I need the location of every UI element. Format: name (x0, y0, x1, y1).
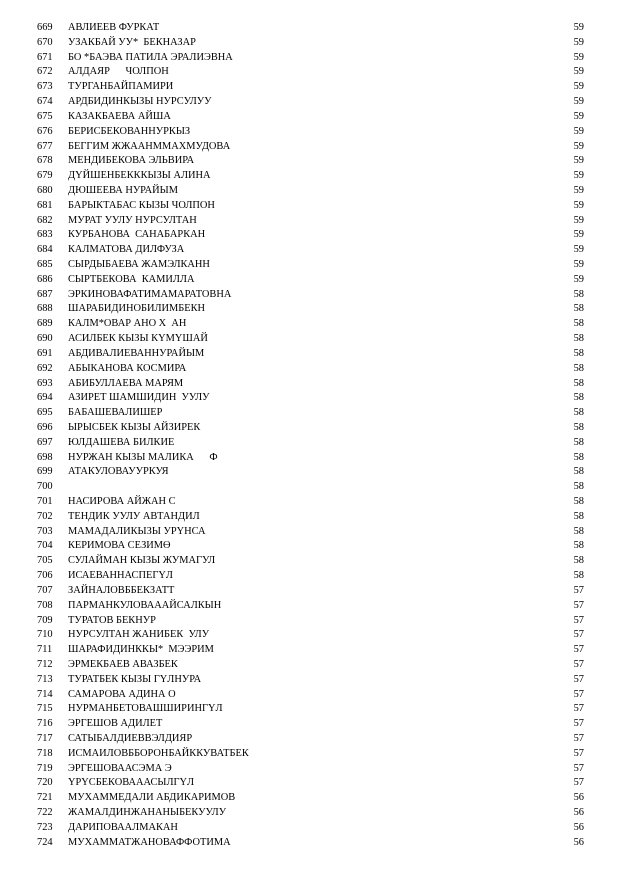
row-number: 696 (37, 421, 53, 433)
row-number: 723 (37, 821, 53, 833)
student-name: ТУРАТОВ БЕКНУР (68, 614, 156, 626)
score-value: 57 (573, 658, 584, 670)
list-item (0, 465, 619, 480)
score-value: 58 (573, 333, 584, 345)
score-value: 58 (573, 303, 584, 315)
list-item (0, 110, 619, 125)
student-name: СУЛАЙМАН КЫЗЫ ЖУМАГУЛ (68, 555, 216, 567)
student-name: ШАРАБИДИНОБИЛИМБЕКН (68, 303, 206, 315)
score-value: 59 (573, 96, 584, 108)
row-number: 697 (37, 436, 53, 448)
list-item (0, 154, 619, 169)
list-item (0, 525, 619, 540)
row-number: 679 (37, 170, 53, 182)
row-number: 719 (37, 762, 53, 774)
list-item (0, 643, 619, 658)
student-name: НУРЖАН КЫЗЫ МАЛИКА Ф (68, 451, 218, 463)
list-item (0, 199, 619, 214)
score-value: 57 (573, 584, 584, 596)
row-number: 709 (37, 614, 53, 626)
row-number: 677 (37, 140, 53, 152)
row-number: 669 (37, 22, 53, 33)
row-number: 701 (37, 496, 53, 507)
list-item (0, 125, 619, 140)
score-value: 57 (573, 777, 584, 789)
row-number: 704 (37, 540, 53, 552)
score-value: 57 (573, 718, 584, 730)
row-number: 675 (37, 110, 53, 122)
score-value: 59 (573, 22, 584, 33)
list-item (0, 258, 619, 273)
list-item (0, 495, 619, 510)
list-item (0, 584, 619, 599)
student-name: САМАРОВА АДИНА О (68, 688, 176, 700)
student-name: БЕГГИМ ЖЖААНММАХМУДОВА (68, 140, 231, 152)
row-number: 684 (37, 244, 53, 256)
student-name: АТАКУЛОВАУУРКУЯ (68, 466, 169, 478)
list-item (0, 140, 619, 155)
student-name: ЖАМАЛДИНЖАНАНЫБЕКУУЛУ (68, 807, 227, 819)
score-value: 58 (573, 318, 584, 330)
student-name: ДАРИПОВААЛМАКАН (68, 821, 178, 833)
row-number: 721 (37, 792, 53, 804)
list-item (0, 243, 619, 258)
student-name: УЗАКБАЙ УУ* БЕКНАЗАР (68, 36, 196, 48)
ranking-list (0, 21, 619, 851)
list-item (0, 717, 619, 732)
student-name: ЮЛДАШЕВА БИЛКИЕ (68, 436, 175, 448)
score-value: 58 (573, 555, 584, 567)
student-name: ЗАЙНАЛОВББЕКЗАТТ (68, 584, 175, 596)
student-name: ҮРҮСБЕКОВАААСЫЛГҮЛ (68, 777, 195, 789)
row-number: 705 (37, 555, 53, 567)
score-value: 57 (573, 614, 584, 626)
list-item (0, 539, 619, 554)
list-item (0, 599, 619, 614)
row-number: 695 (37, 407, 53, 419)
row-number: 689 (37, 318, 53, 330)
student-name: МАМАДАЛИКЫЗЫ УРҮНСА (68, 525, 206, 537)
score-value: 59 (573, 199, 584, 211)
list-item (0, 169, 619, 184)
score-value: 57 (573, 688, 584, 700)
row-number: 694 (37, 392, 53, 404)
student-name: ТУРГАНБАЙПАМИРИ (68, 81, 174, 93)
student-name: САТЫБАЛДИЕВВЭЛДИЯР (68, 733, 193, 744)
row-number: 718 (37, 747, 53, 759)
student-name: ИСАЕВАННАСПЕГҮЛ (68, 570, 173, 582)
score-value: 58 (573, 525, 584, 537)
score-value: 56 (573, 821, 584, 833)
list-item (0, 836, 619, 851)
list-item (0, 228, 619, 243)
list-item (0, 628, 619, 643)
score-value: 58 (573, 540, 584, 552)
score-value: 59 (573, 81, 584, 93)
score-value: 59 (573, 66, 584, 78)
student-name: НАСИРОВА АЙЖАН С (68, 496, 176, 507)
student-name: КАЗАКБАЕВА АЙША (68, 110, 171, 122)
student-name: БО *БАЭВА ПАТИЛА ЭРАЛИЭВНА (68, 51, 233, 63)
list-item (0, 317, 619, 332)
list-item (0, 95, 619, 110)
score-value: 56 (573, 836, 584, 848)
row-number: 671 (37, 51, 53, 63)
list-item (0, 806, 619, 821)
student-name: АБДИВАЛИЕВАННУРАЙЫМ (68, 347, 205, 359)
student-name: СЫРДЫБАЕВА ЖАМЭЛКАНН (68, 259, 210, 270)
list-item (0, 436, 619, 451)
row-number: 703 (37, 525, 53, 537)
score-value: 58 (573, 347, 584, 359)
score-value: 59 (573, 155, 584, 167)
score-value: 58 (573, 466, 584, 478)
list-item (0, 762, 619, 777)
list-item (0, 377, 619, 392)
row-number: 715 (37, 703, 53, 715)
student-name: АБЫКАНОВА КОСМИРА (68, 362, 187, 374)
list-item (0, 421, 619, 436)
row-number: 712 (37, 658, 53, 670)
score-value: 57 (573, 599, 584, 611)
row-number: 688 (37, 303, 53, 315)
list-item (0, 21, 619, 36)
student-name: ЭРГЕШОВААСЭМА Э (68, 762, 172, 774)
student-name: КАЛМ*ОВАР АНО Х АН (68, 318, 187, 330)
student-name: ЫРЫСБЕК КЫЗЫ АЙЗИРЕК (68, 421, 201, 433)
row-number: 672 (37, 66, 53, 78)
list-item (0, 451, 619, 466)
student-name: ИСМАИЛОВББОРОНБАЙККУВАТБЕК (68, 747, 249, 759)
row-number: 683 (37, 229, 53, 241)
score-value: 57 (573, 762, 584, 774)
score-value: 58 (573, 421, 584, 433)
score-value: 58 (573, 436, 584, 448)
student-name: ЭРГЕШОВ АДИЛЕТ (68, 718, 163, 730)
row-number: 673 (37, 81, 53, 93)
row-number: 702 (37, 510, 53, 522)
student-name: АВЛИЕЕВ ФУРКАТ (68, 22, 160, 33)
student-name: ПАРМАНКУЛОВАААЙСАЛКЫН (68, 599, 222, 611)
row-number: 713 (37, 673, 53, 685)
score-value: 59 (573, 36, 584, 48)
student-name: МУРАТ УУЛУ НУРСУЛТАН (68, 214, 197, 226)
list-item (0, 347, 619, 362)
score-value: 58 (573, 392, 584, 404)
student-name: НУРСУЛТАН ЖАНИБЕК УЛУ (68, 629, 210, 641)
student-name: МУХАММАТЖАНОВАФФОТИМА (68, 836, 231, 848)
list-item (0, 732, 619, 747)
score-value: 58 (573, 496, 584, 507)
list-item (0, 776, 619, 791)
list-item (0, 332, 619, 347)
list-item (0, 702, 619, 717)
list-item (0, 214, 619, 229)
score-value: 59 (573, 140, 584, 152)
student-name: ТЕНДИК УУЛУ АВТАНДИЛ (68, 510, 200, 522)
score-value: 59 (573, 125, 584, 137)
student-name: ШАРАФИДИНККЫ* МЭЭРИМ (68, 644, 214, 656)
list-item (0, 821, 619, 836)
score-value: 59 (573, 259, 584, 270)
student-name: МЕНДИБЕКОВА ЭЛЬВИРА (68, 155, 195, 167)
row-number: 680 (37, 184, 53, 196)
row-number: 716 (37, 718, 53, 730)
row-number: 706 (37, 570, 53, 582)
student-name: ТУРАТБЕК КЫЗЫ ГҮЛНУРА (68, 673, 202, 685)
score-value: 58 (573, 510, 584, 522)
score-value: 58 (573, 362, 584, 374)
row-number: 707 (37, 584, 53, 596)
row-number: 678 (37, 155, 53, 167)
list-item (0, 51, 619, 66)
list-item (0, 65, 619, 80)
score-value: 57 (573, 747, 584, 759)
score-value: 56 (573, 792, 584, 804)
student-name: АБИБУЛЛАЕВА МАРЯМ (68, 377, 184, 389)
student-name: КЕРИМОВА СЕЗИМӨ (68, 540, 171, 552)
list-item (0, 80, 619, 95)
row-number: 698 (37, 451, 53, 463)
row-number: 720 (37, 777, 53, 789)
row-number: 686 (37, 273, 53, 285)
student-name: КАЛМАТОВА ДИЛФУЗА (68, 244, 185, 256)
list-item (0, 554, 619, 569)
student-name: ЭРКИНОВАФАТИМАМАРАТОВНА (68, 288, 232, 300)
student-name: СЫРТБЕКОВА КАМИЛЛА (68, 273, 195, 285)
row-number: 674 (37, 96, 53, 108)
score-value: 57 (573, 644, 584, 656)
score-value: 59 (573, 244, 584, 256)
list-item (0, 791, 619, 806)
row-number: 699 (37, 466, 53, 478)
list-item (0, 658, 619, 673)
student-name: АЗИРЕТ ШАМШИДИН УУЛУ (68, 392, 210, 404)
score-value: 59 (573, 51, 584, 63)
score-value: 59 (573, 170, 584, 182)
student-name: БАРЫКТАБАС КЫЗЫ ЧОЛПОН (68, 199, 215, 211)
list-item (0, 480, 619, 495)
list-item (0, 36, 619, 51)
student-name: ДҮЙШЕНБЕКККЫЗЫ АЛИНА (68, 170, 211, 182)
row-number: 681 (37, 199, 53, 211)
student-name: БАБАШЕВАЛИШЕР (68, 407, 163, 419)
row-number: 692 (37, 362, 53, 374)
list-item (0, 406, 619, 421)
row-number: 722 (37, 807, 53, 819)
row-number: 714 (37, 688, 53, 700)
row-number: 687 (37, 288, 53, 300)
score-value: 59 (573, 184, 584, 196)
student-name: МУХАММЕДАЛИ АБДИКАРИМОВ (68, 792, 236, 804)
row-number: 717 (37, 733, 53, 744)
row-number: 710 (37, 629, 53, 641)
row-number: 708 (37, 599, 53, 611)
score-value: 57 (573, 733, 584, 744)
score-value: 58 (573, 377, 584, 389)
score-value: 59 (573, 229, 584, 241)
list-item (0, 569, 619, 584)
list-item (0, 302, 619, 317)
score-value: 57 (573, 673, 584, 685)
list-item (0, 673, 619, 688)
score-value: 58 (573, 288, 584, 300)
list-item (0, 510, 619, 525)
score-value: 59 (573, 110, 584, 122)
list-item (0, 391, 619, 406)
student-name: НУРМАНБЕТОВАШШИРИНГҮЛ (68, 703, 223, 715)
student-name: БЕРИСБЕКОВАННУРКЫЗ (68, 125, 191, 137)
row-number: 700 (37, 481, 53, 493)
score-value: 58 (573, 481, 584, 493)
list-item (0, 688, 619, 703)
score-value: 57 (573, 703, 584, 715)
score-value: 58 (573, 451, 584, 463)
row-number: 691 (37, 347, 53, 359)
score-value: 59 (573, 214, 584, 226)
student-name: АСИЛБЕК КЫЗЫ КҮМҮШАЙ (68, 333, 208, 345)
student-name: ЭРМЕКБАЕВ АВАЗБЕК (68, 658, 178, 670)
score-value: 58 (573, 570, 584, 582)
student-name: АРДБИДИНКЫЗЫ НУРСУЛУУ (68, 96, 212, 108)
score-value: 59 (573, 273, 584, 285)
student-name: ДЮШЕЕВА НУРАЙЫМ (68, 184, 178, 196)
row-number: 685 (37, 259, 53, 270)
row-number: 693 (37, 377, 53, 389)
list-item (0, 184, 619, 199)
row-number: 670 (37, 36, 53, 48)
student-name: АЛДАЯР ЧОЛПОН (68, 66, 169, 78)
list-item (0, 747, 619, 762)
row-number: 676 (37, 125, 53, 137)
score-value: 58 (573, 407, 584, 419)
row-number: 724 (37, 836, 53, 848)
row-number: 690 (37, 333, 53, 345)
list-item (0, 614, 619, 629)
row-number: 682 (37, 214, 53, 226)
list-item (0, 273, 619, 288)
score-value: 57 (573, 629, 584, 641)
list-item (0, 362, 619, 377)
list-item (0, 288, 619, 303)
row-number: 711 (37, 644, 53, 656)
score-value: 56 (573, 807, 584, 819)
student-name: КУРБАНОВА САНАБАРКАН (68, 229, 206, 241)
